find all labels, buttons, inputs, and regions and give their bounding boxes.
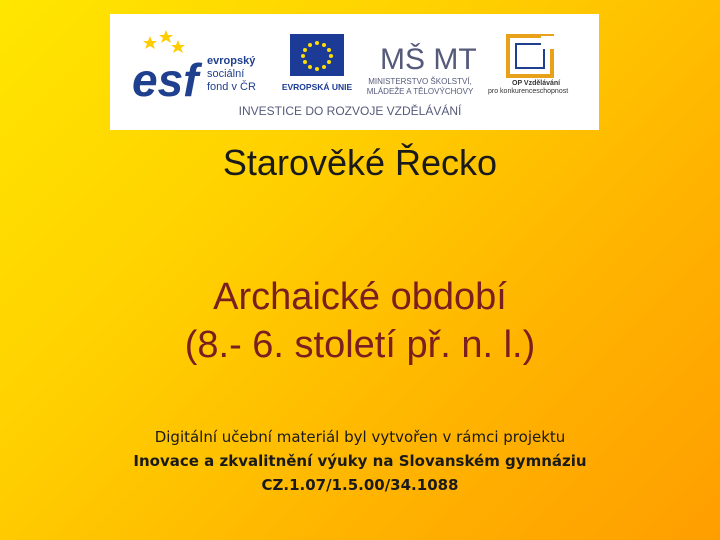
logo-bar <box>110 14 599 130</box>
esf-text-2: sociální <box>207 68 245 80</box>
esf-logo <box>132 30 256 106</box>
project-footer <box>0 425 720 497</box>
msmt-logo <box>367 42 477 96</box>
footer-line-1: Digitální učební materiál byl vytvořen v rámci projektu <box>154 428 566 446</box>
page-title: Starověké Řecko <box>222 142 498 183</box>
subtitle-line-2: (8.- 6. století př. n. l.) <box>184 324 536 366</box>
eu-text: EVROPSKÁ UNIE <box>281 82 353 92</box>
msmt-text-1: MINISTERSTVO ŠKOLSTVÍ, <box>368 77 472 86</box>
eu-flag-logo <box>282 34 353 92</box>
msmt-mark: MŠ MT <box>380 43 477 76</box>
footer-line-2: Inovace a zkvalitnění výuky na Slovanském gymnáziu <box>133 452 587 470</box>
esf-text-1: evropský <box>207 55 256 67</box>
op-text-2: pro konkurenceschopnost <box>488 88 569 95</box>
op-text-1: OP Vzdělávání <box>512 80 561 87</box>
subtitle <box>0 273 720 369</box>
star-icon <box>143 30 185 53</box>
investment-banner: INVESTICE DO ROZVOJE VZDĚLÁVÁNÍ <box>238 104 462 118</box>
subtitle-line-1: Archaické období <box>213 276 507 318</box>
esf-mark: esf <box>132 54 199 106</box>
msmt-text-2: MLÁDEŽE A TĚLOVÝCHOVY <box>366 87 474 96</box>
esf-text-3: fond v ČR <box>207 81 256 93</box>
footer-line-3: CZ.1.07/1.5.00/34.1088 <box>261 476 459 494</box>
op-logo <box>488 36 568 95</box>
